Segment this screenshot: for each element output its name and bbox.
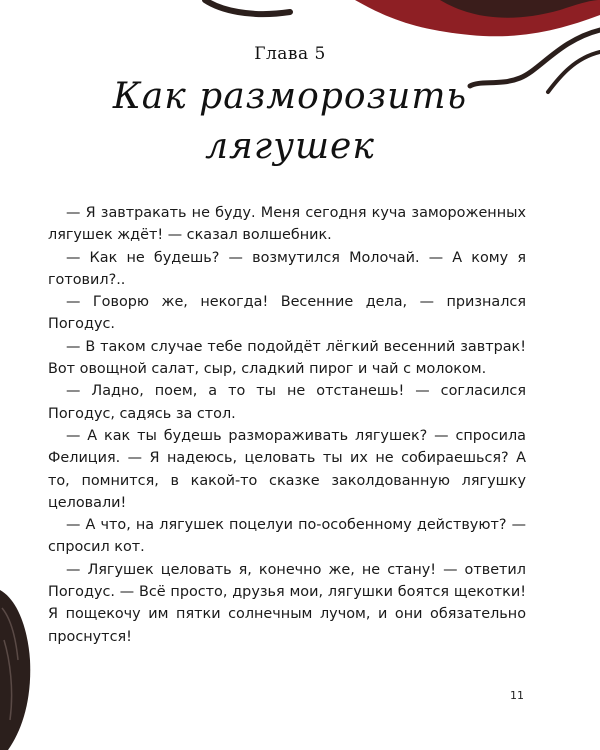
- paragraph: — Ладно, поем, а то ты не отстанешь! — согласился Погодус, садясь за стол.: [48, 383, 526, 422]
- bottom-left-texture: [2, 608, 18, 720]
- chapter-title: [0, 72, 580, 172]
- paragraph: — Говорю же, некогда! Весенние дела, — признался Погодус.: [48, 294, 526, 333]
- paragraph: — Я завтракать не буду. Меня сегодня куча замороженных лягушек ждёт! — сказал волшебник.: [48, 205, 526, 244]
- top-swirl-red: [355, 0, 600, 36]
- chapter-title-line-2: лягушек: [205, 126, 375, 167]
- paragraph: — В таком случае тебе подойдёт лёгкий весенний завтрак! Вот овощной салат, сыр, сладкий пирог и чай с молоком.: [48, 338, 526, 378]
- body-text: [48, 202, 526, 648]
- page-number: 11: [510, 689, 524, 702]
- bottom-left-shape: [0, 590, 30, 750]
- paragraph: — А как ты будешь размораживать лягушек? — спросила Фелиция. — Я надеюсь, целовать ты их не собираешься? А то, помнится, в какой-то сказке заколдованную лягушку целовали!: [48, 427, 526, 511]
- chapter-label: Глава 5: [254, 44, 326, 64]
- top-swirl-dark: [440, 0, 600, 18]
- paragraph: — А что, на лягушек поцелуи по-особенному действуют? — спросил кот.: [48, 517, 526, 556]
- top-curl: [205, 0, 290, 14]
- paragraph: — Как не будешь? — возмутился Молочай. — А кому я готовил?..: [48, 249, 526, 288]
- chapter-title-line-1: Как разморозить: [112, 76, 468, 117]
- paragraph: — Лягушек целовать я, конечно же, не стану! — ответил Погодус. — Всё просто, друзья мои, лягушки боятся щекотки! Я пощекочу им пятки солнечным лучом, и они обязательно проснутся!: [48, 561, 526, 645]
